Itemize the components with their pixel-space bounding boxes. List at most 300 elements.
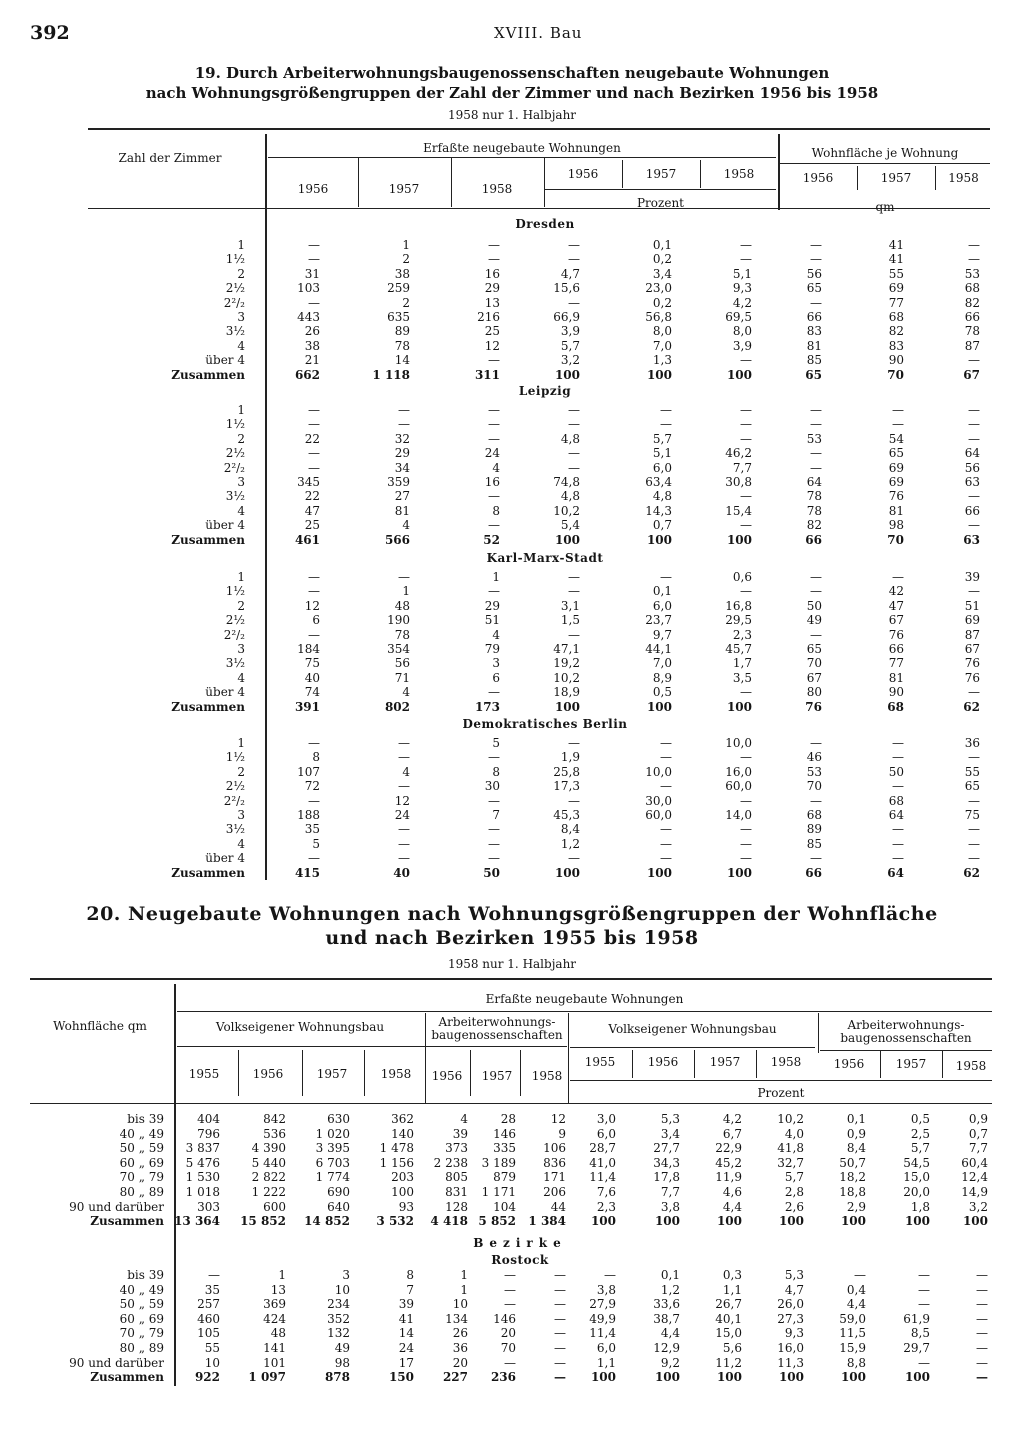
table19-cell: — xyxy=(968,518,980,533)
table20-cell: — xyxy=(604,1268,616,1282)
table19-district-heading: Dresden xyxy=(515,217,575,231)
table19-row-label: Zusammen xyxy=(171,532,245,547)
table19-cell: 45,3 xyxy=(553,808,580,822)
table20-cell: 27,7 xyxy=(653,1141,680,1156)
table19-row-label: 1½ xyxy=(225,252,245,267)
table20-col-divider xyxy=(880,1050,881,1078)
table19-cell: — xyxy=(308,584,320,599)
table19-cell: 107 xyxy=(297,764,320,779)
table20-cell: 1 xyxy=(460,1282,468,1297)
table20-cell: 303 xyxy=(197,1199,220,1214)
table20-cell: 9,3 xyxy=(784,1326,804,1341)
table19-cell: 50 xyxy=(806,598,822,613)
table19-cell: 8,0 xyxy=(732,324,752,339)
table19-cell: 46 xyxy=(806,750,822,765)
table20-cell: 1 020 xyxy=(315,1126,350,1141)
table19-cell: — xyxy=(308,295,320,310)
table19-cell: 1,2 xyxy=(560,836,580,851)
table19-row-label: 3½ xyxy=(225,489,245,504)
table20-year-header: 1958 xyxy=(955,1059,987,1073)
table20-cell: — xyxy=(976,1311,988,1326)
table20-cell: 27,9 xyxy=(589,1297,616,1312)
table19-row-label: 3 xyxy=(237,642,245,656)
table19-cell: 5,1 xyxy=(732,266,752,281)
table20-cell: 4,6 xyxy=(722,1185,742,1199)
table19-cell: 100 xyxy=(726,367,752,382)
table19-top-rule xyxy=(88,128,990,130)
table19-cell: 190 xyxy=(387,613,410,628)
table20-row-label: 90 und darüber xyxy=(69,1199,164,1214)
table19-cell: 81 xyxy=(888,670,904,685)
table20-cell: — xyxy=(854,1268,866,1282)
table20-cell: — xyxy=(554,1370,566,1385)
table20-cell: 13 xyxy=(270,1282,286,1297)
table19-cell: 7,0 xyxy=(652,656,672,671)
table19-cell: — xyxy=(892,736,904,750)
table19-row-label: 2½ xyxy=(225,779,245,794)
table19-cell: 25 xyxy=(304,518,320,533)
table20-cell: 100 xyxy=(840,1370,866,1385)
table20-cell: 690 xyxy=(327,1185,350,1199)
table19-cell: 7 xyxy=(492,808,500,822)
table19-row-label: 1 xyxy=(237,736,245,750)
table20-cell: 100 xyxy=(962,1214,988,1229)
table19-cell: 49 xyxy=(806,613,822,628)
table20-cell: — xyxy=(554,1268,566,1282)
table20-cell: 369 xyxy=(263,1297,286,1312)
table20-cell: — xyxy=(554,1326,566,1341)
table20-year-header: 1955 xyxy=(584,1055,616,1069)
table20-cell: 1,1 xyxy=(596,1355,616,1370)
table19-cell: 53 xyxy=(964,266,980,281)
table19-col-divider xyxy=(451,157,452,207)
table19-group1-header: Erfaßte neugebaute Wohnungen xyxy=(423,141,621,155)
table19-cell: 65 xyxy=(964,779,980,794)
table20-cell: 5,6 xyxy=(722,1341,742,1355)
table19-cell: 216 xyxy=(477,310,500,324)
table19-cell: — xyxy=(488,584,500,599)
table19-cell: 15,4 xyxy=(725,503,752,518)
table19-cell: 4,8 xyxy=(652,489,672,504)
table19-cell: 42 xyxy=(888,584,904,599)
table20-cell: 5,3 xyxy=(784,1268,804,1282)
table19-cell: 90 xyxy=(888,685,904,700)
table19-row-label: 2²/₂ xyxy=(223,627,245,642)
table19-cell: 56,8 xyxy=(645,310,672,324)
table19-cell: 4,7 xyxy=(560,266,580,281)
table19-cell: — xyxy=(968,584,980,599)
table19-cell: 71 xyxy=(394,670,410,685)
table20-cell: 640 xyxy=(327,1199,350,1214)
table20-cell: 146 xyxy=(493,1126,516,1141)
table19-cell: — xyxy=(968,353,980,368)
table19-cell: 30,8 xyxy=(725,475,752,489)
table19-cell: 12 xyxy=(394,793,410,808)
table19-cell: 4 xyxy=(492,627,500,642)
table19-cell: 70 xyxy=(806,656,822,671)
table19-stub-header: Zahl der Zimmer xyxy=(118,151,222,165)
table20-cell: 5,7 xyxy=(910,1141,930,1156)
table19-cell: 16,8 xyxy=(725,598,752,613)
table19-cell: — xyxy=(660,779,672,794)
table20-cell: 206 xyxy=(543,1185,566,1199)
table19-cell: 3,9 xyxy=(732,338,752,353)
table20-cell: — xyxy=(504,1268,516,1282)
table19-cell: — xyxy=(398,779,410,794)
table19-cell: — xyxy=(308,627,320,642)
table19-year-header: 1957 xyxy=(388,182,420,196)
table20-cell: 4 xyxy=(460,1112,468,1126)
table19-cell: — xyxy=(810,570,822,584)
table19-row-label: 3 xyxy=(237,475,245,489)
table20-cell: 35 xyxy=(204,1282,220,1297)
table20-cell: 2,8 xyxy=(784,1185,804,1199)
table19-cell: — xyxy=(308,446,320,461)
table20-row-label: Zusammen xyxy=(90,1370,164,1385)
table19-cell: 55 xyxy=(888,266,904,281)
table19-row-label: über 4 xyxy=(205,353,245,368)
table19-cell: 10,2 xyxy=(553,670,580,685)
table19-cell: 90 xyxy=(888,353,904,368)
table19-cell: — xyxy=(740,431,752,446)
table20-cell: 3 837 xyxy=(185,1141,220,1156)
table20-cell: 234 xyxy=(327,1297,350,1312)
table19-cell: 5,7 xyxy=(652,431,672,446)
table20-row-label: 60 „ 69 xyxy=(119,1155,164,1170)
table19-cell: 69 xyxy=(964,613,980,628)
table19-cell: 76 xyxy=(964,670,980,685)
table19-cell: 40 xyxy=(304,670,320,685)
table20-cell: 100 xyxy=(904,1214,930,1229)
table20-cell: 373 xyxy=(445,1141,468,1156)
table20-cell: 98 xyxy=(334,1355,350,1370)
table20-cell: 44 xyxy=(550,1199,566,1214)
table19-cell: 2 xyxy=(402,252,410,267)
table19-district-heading: Demokratisches Berlin xyxy=(462,717,628,731)
table19-cell: — xyxy=(968,431,980,446)
table20-cell: 11,5 xyxy=(839,1326,866,1341)
table19-cell: 391 xyxy=(294,699,320,714)
table19-cell: 0,6 xyxy=(732,570,752,584)
table20-cell: 11,4 xyxy=(589,1326,616,1341)
table20-subtitle: 1958 nur 1. Halbjahr xyxy=(447,957,577,971)
table19-cell: 69 xyxy=(888,460,904,475)
table20-cell: 49,9 xyxy=(589,1311,616,1326)
table19-cell: 50 xyxy=(483,865,500,880)
table19-cell: 44,1 xyxy=(645,642,672,656)
table19-cell: — xyxy=(892,822,904,837)
table20-cell: — xyxy=(554,1311,566,1326)
table20-cell: 3,0 xyxy=(596,1112,616,1126)
table19-cell: 46,2 xyxy=(725,446,752,461)
table20-cell: 3 xyxy=(342,1268,350,1282)
table20-row-label: 50 „ 59 xyxy=(119,1141,164,1156)
table19-cell: — xyxy=(568,851,580,866)
table19-cell: 0,7 xyxy=(652,518,672,533)
table19-cell: — xyxy=(968,793,980,808)
table20-cell: 11,4 xyxy=(589,1170,616,1185)
table20-cell: 38,7 xyxy=(653,1311,680,1326)
table20-cell: 5 440 xyxy=(251,1155,286,1170)
table19-cell: 75 xyxy=(964,808,980,822)
table19-cell: — xyxy=(398,570,410,584)
table20-cell: 18,8 xyxy=(839,1185,866,1199)
table19-cell: 100 xyxy=(646,699,672,714)
table19-cell: — xyxy=(968,836,980,851)
table19-cell: 77 xyxy=(888,295,904,310)
table20-cell: — xyxy=(504,1355,516,1370)
table20-awg-header: Arbeiterwohnungs- baugenossenschaften xyxy=(431,1015,563,1042)
table19-cell: 10,2 xyxy=(553,503,580,518)
table19-col-divider xyxy=(622,160,623,188)
table20-year-header: 1958 xyxy=(770,1055,802,1069)
table20-cell: 5 852 xyxy=(478,1214,516,1229)
table19-cell: 66 xyxy=(805,532,822,547)
table20-col-divider xyxy=(568,1013,569,1103)
table19-cell: 48 xyxy=(394,598,410,613)
table19-cell: — xyxy=(968,238,980,252)
table19-cell: 70 xyxy=(806,779,822,794)
table19-cell: 56 xyxy=(394,656,410,671)
table19-unit-percent: Prozent xyxy=(636,196,684,210)
table19-cell: — xyxy=(968,822,980,837)
table19-cell: — xyxy=(968,685,980,700)
table19-cell: 30 xyxy=(484,779,500,794)
table19-cell: 566 xyxy=(384,532,410,547)
table20-cell: 16,0 xyxy=(777,1341,804,1355)
table20-cell: 59,0 xyxy=(839,1311,866,1326)
table20-cell: — xyxy=(976,1282,988,1297)
table19-cell: — xyxy=(488,431,500,446)
table19-cell: 14 xyxy=(394,353,410,368)
table20-cell: 4,4 xyxy=(846,1297,866,1312)
table19-cell: 50 xyxy=(888,764,904,779)
table19-cell: — xyxy=(968,252,980,267)
table20-row-label: 70 „ 79 xyxy=(119,1170,164,1185)
table19-group-divider xyxy=(778,134,780,210)
table20-cell: — xyxy=(918,1268,930,1282)
table19-cell: 0,2 xyxy=(652,295,672,310)
table20-cell: 1 222 xyxy=(251,1185,286,1199)
table19-cell: 188 xyxy=(297,808,320,822)
table19-cell: 69 xyxy=(888,475,904,489)
table20-cell: 100 xyxy=(716,1214,742,1229)
table20-cell: 20 xyxy=(452,1355,468,1370)
table19-cell: — xyxy=(810,736,822,750)
table20-cell: 805 xyxy=(445,1170,468,1185)
table19-cell: — xyxy=(308,252,320,267)
table19-cell: — xyxy=(308,460,320,475)
table20-year-header: 1958 xyxy=(531,1069,563,1083)
table20-cell: 1 xyxy=(460,1268,468,1282)
table19-cell: 0,1 xyxy=(652,238,672,252)
table19-unit-qm: qm xyxy=(875,200,895,214)
table19-cell: 65 xyxy=(805,367,822,382)
table19-cell: — xyxy=(892,779,904,794)
table19-cell: — xyxy=(740,793,752,808)
table19-cell: 30,0 xyxy=(645,793,672,808)
table20-cell: — xyxy=(976,1326,988,1341)
table19-cell: — xyxy=(398,403,410,417)
table19-cell: — xyxy=(660,836,672,851)
table19-cell: 34 xyxy=(394,460,410,475)
table19-cell: 64 xyxy=(964,446,980,461)
table19-cell: — xyxy=(892,851,904,866)
table19-cell: 22 xyxy=(304,489,320,504)
table20-cell: 17 xyxy=(398,1355,414,1370)
table19-cell: — xyxy=(398,836,410,851)
table20-cell: — xyxy=(554,1355,566,1370)
table20-cell: 134 xyxy=(445,1311,468,1326)
table19-cell: 65 xyxy=(806,281,822,296)
table20-cell: 878 xyxy=(324,1370,350,1385)
table20-cell: 106 xyxy=(543,1141,566,1156)
table19-cell: 77 xyxy=(888,656,904,671)
table20-cell: 1 156 xyxy=(379,1155,414,1170)
table19-cell: 4 xyxy=(402,685,410,700)
table19-cell: 100 xyxy=(726,532,752,547)
table19-cell: 22 xyxy=(304,431,320,446)
table19-cell: 32 xyxy=(394,431,410,446)
table20-cell: 0,1 xyxy=(660,1268,680,1282)
table19-cell: — xyxy=(488,793,500,808)
table20-year-header: 1957 xyxy=(481,1069,513,1083)
table20-row-label: 80 „ 89 xyxy=(119,1185,164,1199)
page-number: 392 xyxy=(30,22,70,44)
table19-cell: — xyxy=(810,627,822,642)
table19-cell: 3 xyxy=(492,656,500,671)
table19-subtitle: 1958 nur 1. Halbjahr xyxy=(447,108,577,122)
table19-cell: 21 xyxy=(304,353,320,368)
table19-cell: — xyxy=(308,403,320,417)
table20-cell: 3 189 xyxy=(481,1155,516,1170)
table19-cell: 100 xyxy=(726,865,752,880)
table19-cell: 54 xyxy=(888,431,904,446)
table20-col-divider xyxy=(425,1013,426,1103)
table20-col-divider xyxy=(942,1050,943,1078)
table19-cell: 12 xyxy=(484,338,500,353)
table19-cell: 87 xyxy=(964,627,980,642)
table19-cell: 27 xyxy=(394,489,410,504)
table20-cell: 257 xyxy=(197,1297,220,1312)
table20-cell: 15,9 xyxy=(839,1341,866,1355)
table19-cell: 72 xyxy=(304,779,320,794)
table19-cell: — xyxy=(740,489,752,504)
table19-row-label: 1½ xyxy=(225,417,245,432)
table19-cell: 4,8 xyxy=(560,431,580,446)
table20-row-label: bis 39 xyxy=(127,1112,164,1126)
table19-cell: 51 xyxy=(964,598,980,613)
table19-cell: 18,9 xyxy=(553,685,580,700)
table19-cell: 3,4 xyxy=(652,266,672,281)
table20-cell: 7,7 xyxy=(660,1185,680,1199)
table20-cell: 0,1 xyxy=(846,1112,866,1126)
table19-cell: — xyxy=(568,417,580,432)
table20-group-rule xyxy=(177,1011,992,1012)
table19-cell: — xyxy=(488,238,500,252)
table19-cell: — xyxy=(968,750,980,765)
table20-cell: 28 xyxy=(500,1112,516,1126)
table19-cell: 1,5 xyxy=(560,613,580,628)
table20-row-label: Zusammen xyxy=(90,1214,164,1229)
table19-cell: 0,1 xyxy=(652,584,672,599)
table20-cell: 0,7 xyxy=(968,1126,988,1141)
table19-cell: — xyxy=(810,252,822,267)
table20-row-label: 90 und darüber xyxy=(69,1355,164,1370)
table20-cell: 11,9 xyxy=(715,1170,742,1185)
table20-cell: 335 xyxy=(493,1141,516,1156)
table19-row-label: 4 xyxy=(237,503,245,518)
table20-cell: 9 xyxy=(558,1126,566,1141)
table19-cell: 5,7 xyxy=(560,338,580,353)
table19-cell: 63 xyxy=(963,532,980,547)
table20-cell: 100 xyxy=(778,1370,804,1385)
table20-cell: 100 xyxy=(716,1370,742,1385)
table20-cell: 28,7 xyxy=(589,1141,616,1156)
table20-cell: 3,4 xyxy=(660,1126,680,1141)
table19-year-header: 1956 xyxy=(802,171,834,185)
table20-cell: — xyxy=(554,1297,566,1312)
table19-cell: 7,7 xyxy=(732,460,752,475)
table20-cell: 842 xyxy=(263,1112,286,1126)
table19-district-heading: Karl-Marx-Stadt xyxy=(486,551,604,565)
table20-cell: 3,2 xyxy=(968,1199,988,1214)
table19-cell: 76 xyxy=(964,656,980,671)
table19-cell: 67 xyxy=(888,613,904,628)
table19-col-divider xyxy=(358,157,359,207)
table20-group-header: Erfaßte neugebaute Wohnungen xyxy=(485,992,684,1006)
table19-row-label: 2 xyxy=(237,431,245,446)
table20-col-divider xyxy=(632,1050,633,1078)
table19-cell: — xyxy=(568,403,580,417)
table20-cell: 0,5 xyxy=(910,1112,930,1126)
table19-cell: — xyxy=(740,252,752,267)
table19-cell: 66 xyxy=(888,642,904,656)
table19-cell: 65 xyxy=(806,642,822,656)
table19-cell: 76 xyxy=(888,627,904,642)
table19-row-label: 2²/₂ xyxy=(223,460,245,475)
table20-cell: 104 xyxy=(493,1199,516,1214)
table19-cell: 55 xyxy=(964,764,980,779)
table19-year-header: 1957 xyxy=(880,171,912,185)
table19-cell: 6,0 xyxy=(652,460,672,475)
table19-cell: — xyxy=(568,793,580,808)
table19-row-label: 1½ xyxy=(225,584,245,599)
table20-year-header: 1955 xyxy=(188,1067,220,1081)
table19-cell: 14,3 xyxy=(645,503,672,518)
table20-year-header: 1957 xyxy=(709,1055,741,1069)
table19-cell: 2,3 xyxy=(732,627,752,642)
table19-cell: 311 xyxy=(474,367,500,382)
table20-col-divider xyxy=(238,1050,239,1096)
table20-cell: — xyxy=(554,1341,566,1355)
table19-cell: — xyxy=(660,750,672,765)
table19-row-label: 1½ xyxy=(225,750,245,765)
table19-cell: 41 xyxy=(888,238,904,252)
table19-cell: — xyxy=(568,584,580,599)
table20-cell: 128 xyxy=(445,1199,468,1214)
table19-cell: — xyxy=(488,417,500,432)
table19-row-label: 1 xyxy=(237,403,245,417)
table19-cell: 15,6 xyxy=(553,281,580,296)
table19-cell: 8,0 xyxy=(652,324,672,339)
table19-cell: 60,0 xyxy=(725,779,752,794)
table20-cell: 1,8 xyxy=(910,1199,930,1214)
table20-cell: 3,8 xyxy=(660,1199,680,1214)
table19-row-label: Zusammen xyxy=(171,367,245,382)
table19-cell: 100 xyxy=(646,532,672,547)
table19-cell: 64 xyxy=(888,808,904,822)
